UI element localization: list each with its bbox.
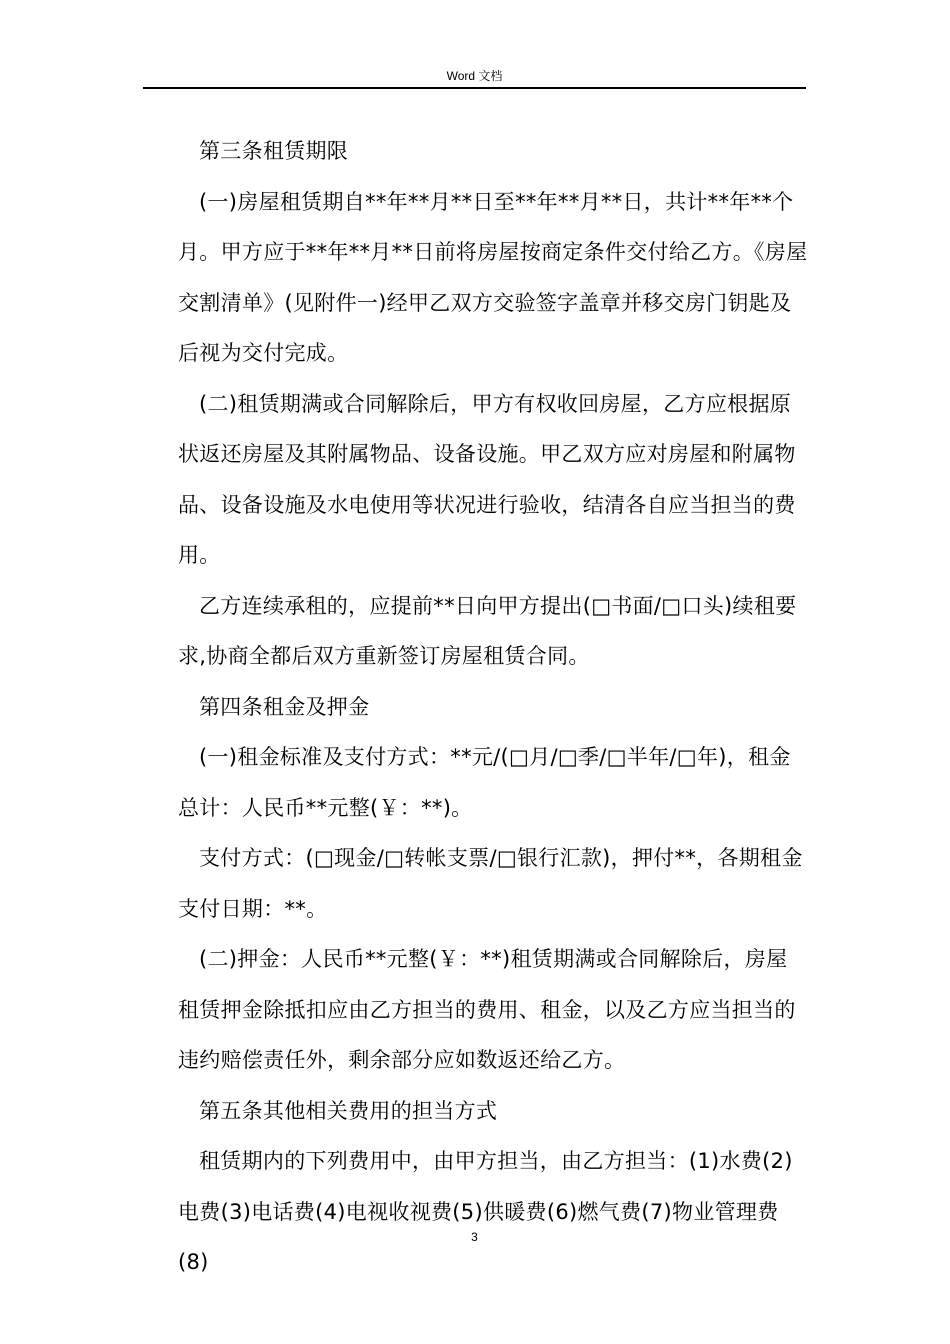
paragraph: (一)租金标准及支付方式：**元/(□月/□季/□半年/□年)，租金总计：人民币**元整(￥：**)。 [178,745,791,820]
paragraph: 乙方连续承租的，应提前**日向甲方提出(□书面/□口头)续租要求,协商全都后双方重新签订房屋租赁合同。 [178,593,797,668]
document-body [178,126,808,1288]
paragraph: (二)押金：人民币**元整(￥：**)租赁期满或合同解除后，房屋租赁押金除抵扣应由乙方担当的费用、租金，以及乙方应当担当的违约赔偿责任外，剩余部分应如数返还给乙方。 [178,947,796,1072]
clause-heading: 第五条其他相关费用的担当方式 [199,1098,498,1123]
paragraph: 支付方式：(□现金/□转帐支票/□银行汇款)，押付**，各期租金支付日期：**。 [178,846,803,921]
header-divider [143,87,806,89]
paragraph: (二)租赁期满或合同解除后，甲方有权收回房屋，乙方应根据原状返还房屋及其附属物品、设备设施。甲乙双方应对房屋和附属物品、设备设施及水电使用等状况进行验收，结清各自应当担当的费用。 [178,391,796,567]
paragraph: (一)房屋租赁期自**年**月**日至**年**月**日，共计**年**个月。甲方应于**年**月**日前将房屋按商定条件交付给乙方。《房屋交割清单》(见附件一)经甲乙双方交验签字盖章并移交房门钥匙及后视为交付完成。 [178,189,808,365]
clause-heading: 第三条租赁期限 [199,139,349,163]
page-number: 3 [471,1230,478,1244]
paragraph: 租赁期内的下列费用中，由甲方担当，由乙方担当：(1)水费(2)电费(3)电话费(4)电视收视费(5)供暖费(6)燃气费(7)物业管理费(8) [178,1149,793,1274]
clause-heading: 第四条租金及押金 [199,694,370,719]
page-header: Word 文档 [446,69,503,83]
